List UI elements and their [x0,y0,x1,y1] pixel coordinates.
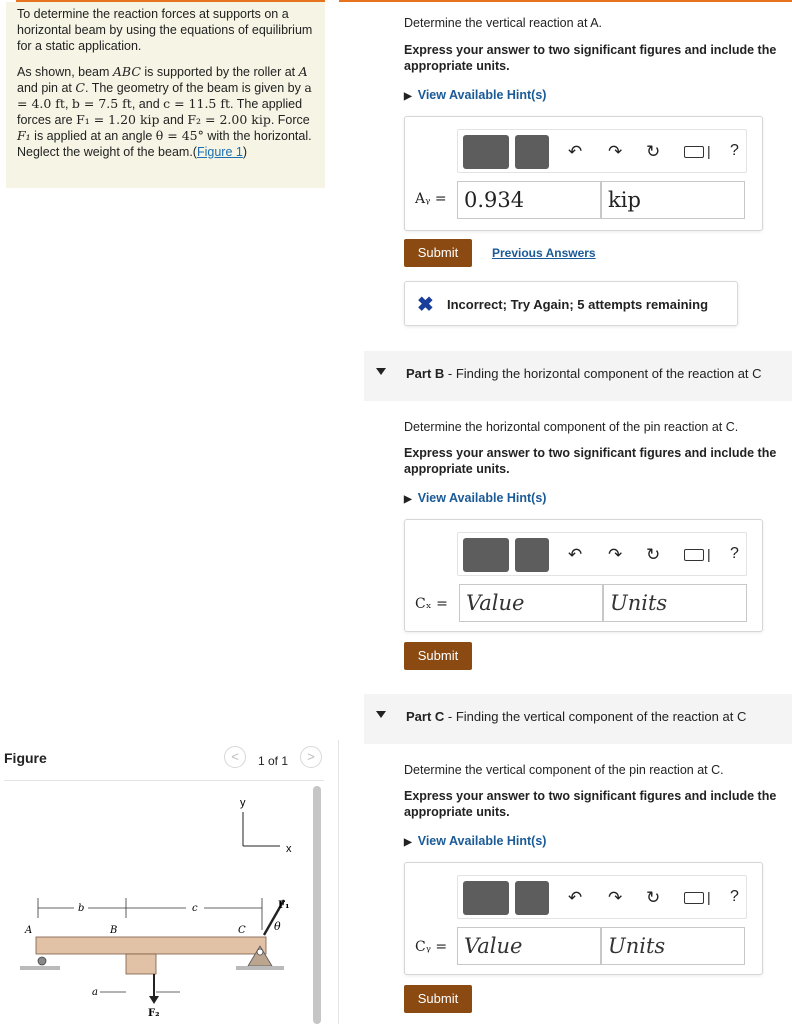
axis-x-label: x [286,843,292,855]
partC-units-input[interactable]: Units [601,927,745,965]
force-F1-arrow [264,900,289,935]
partA-hint-toggle[interactable]: ▶ View Available Hint(s) [404,88,547,102]
undo-icon[interactable]: ↶ [568,142,583,161]
problem-statement [6,2,325,188]
figure-divider [4,780,324,781]
undo-icon[interactable]: ↶ [568,545,583,564]
keyboard-separator: | [707,546,711,562]
redo-icon[interactable]: ↷ [608,545,623,564]
angle-theta-label: θ [274,920,281,933]
beam [36,937,266,974]
partB-value-input[interactable]: Value [459,584,603,622]
partB-math-toolbar [457,532,747,576]
panel-divider [338,740,339,1024]
partB-question: Determine the horizontal component of the pin reaction at C. [404,420,739,434]
units-symbol-icon[interactable] [515,538,549,572]
partA-submit-button[interactable]: Submit [404,239,472,267]
partC-question: Determine the vertical component of the pin reaction at C. [404,763,724,777]
undo-icon[interactable]: ↶ [568,888,583,907]
point-C-label: C [238,925,246,936]
redo-icon[interactable]: ↷ [608,142,623,161]
partC-hint-toggle[interactable]: ▶ View Available Hint(s) [404,834,547,848]
figure-scrollbar[interactable] [313,786,321,1024]
partC-header[interactable] [364,694,792,744]
partB-instructions: Express your answer to two significant figures and include the appropriate units. [404,446,777,476]
dim-c-label: c [192,903,198,914]
partA-answer-box [404,116,763,231]
collapse-triangle-icon [376,368,386,375]
partC-value-input[interactable]: Value [457,927,601,965]
roller-support-icon [20,957,60,970]
partB-header[interactable] [364,351,792,401]
force-F1-label: F₁ [278,900,290,911]
dim-a-label: a [92,987,98,998]
partA-label: Aᵧ = [415,191,447,207]
partB-submit-button[interactable]: Submit [404,642,472,670]
help-icon[interactable]: ? [730,545,739,562]
reset-icon[interactable]: ↻ [646,142,661,161]
keyboard-separator: | [707,143,711,159]
units-symbol-icon[interactable] [515,881,549,915]
point-B-label: B [110,925,118,936]
point-A-label: A [25,925,33,936]
units-symbol-icon[interactable] [515,135,549,169]
problem-body: As shown, beam ABC is supported by the roller at A and pin at C. The geometry of the beam is given by a = 4.0 ft, b = 7.5 ft, and c = 11.5 ft. The applied forces are F₁ = 1.20 kip and F₂ = 2.00 kip. Force F₁ is applied at an angle θ = 45° with the horizontal. Neglect the weight of the beam.(Figure 1) [17,64,312,159]
figure-next-button[interactable]: > [300,746,322,768]
axes-icon [240,797,292,855]
partC-instructions: Express your answer to two significant figures and include the appropriate units. [404,789,777,819]
dimension-lines [38,898,262,930]
templates-icon[interactable] [463,881,509,915]
beam-diagram [16,790,306,1024]
force-F2-arrow [148,974,159,1019]
redo-icon[interactable]: ↷ [608,888,623,907]
partA-value-input[interactable]: 0.934 [457,181,601,219]
figure-title: Figure [4,750,47,766]
keyboard-separator: | [707,889,711,905]
partC-math-toolbar [457,875,747,919]
partB-hint-toggle[interactable]: ▶ View Available Hint(s) [404,491,547,505]
figure-header [4,750,324,778]
reset-icon[interactable]: ↻ [646,888,661,907]
problem-intro: To determine the reaction forces at supports on a horizontal beam by using the equations of equilibrium for a static application. [17,7,313,53]
partA-instructions: Express your answer to two significant figures and include the appropriate units. [404,43,777,73]
help-icon[interactable]: ? [730,142,739,159]
figure-link[interactable]: Figure 1 [196,145,243,159]
feedback-text: Incorrect; Try Again; 5 attempts remaining [447,297,709,312]
keyboard-icon[interactable] [684,892,704,904]
axis-y-label: y [240,797,246,809]
force-F2-label: F₂ [148,1008,160,1019]
partB-title: Part B - Finding the horizontal component of the reaction at C [406,366,762,381]
collapse-triangle-icon [376,711,386,718]
keyboard-icon[interactable] [684,146,704,158]
partB-units-input[interactable]: Units [603,584,747,622]
previous-answers-link[interactable]: Previous Answers [492,246,596,260]
partC-answer-box [404,862,763,975]
help-icon[interactable]: ? [730,888,739,905]
accent-bar-right [339,0,792,2]
templates-icon[interactable] [463,135,509,169]
incorrect-icon: ✖ [417,294,434,316]
partC-label: Cᵧ = [415,939,448,955]
dim-b-label: b [78,903,85,914]
partB-label: Cₓ = [415,596,448,612]
figure-prev-button[interactable]: < [224,746,246,768]
figure-page-count: 1 of 1 [258,754,289,768]
partA-units-input[interactable]: kip [601,181,745,219]
templates-icon[interactable] [463,538,509,572]
partC-title: Part C - Finding the vertical component of the reaction at C [406,709,747,724]
partA-feedback [404,281,738,326]
partA-question: Determine the vertical reaction at A. [404,16,603,30]
partA-math-toolbar [457,129,747,173]
partC-submit-button[interactable]: Submit [404,985,472,1013]
partB-answer-box [404,519,763,632]
reset-icon[interactable]: ↻ [646,545,661,564]
keyboard-icon[interactable] [684,549,704,561]
